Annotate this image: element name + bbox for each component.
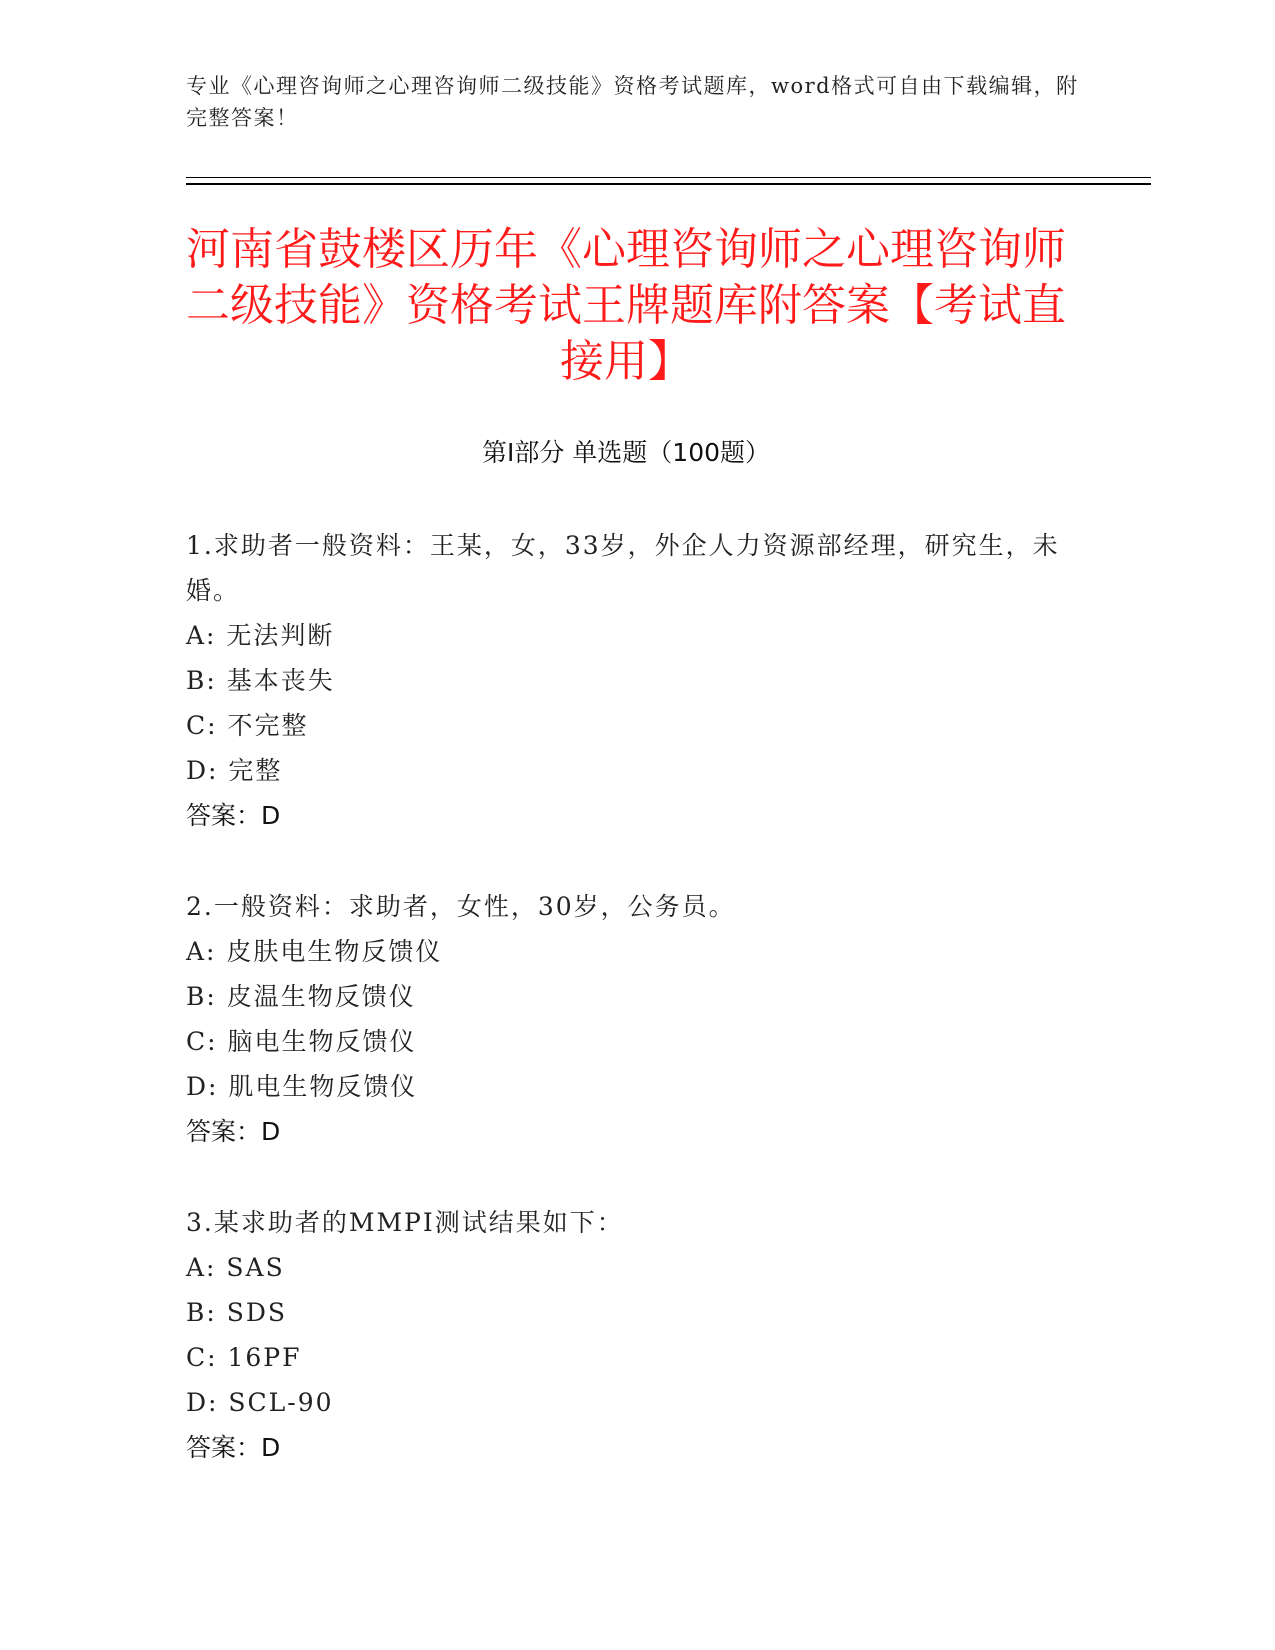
question-stem: 1.求助者一般资料：王某，女，33岁，外企人力资源部经理，研究生，未婚。 xyxy=(186,531,1060,605)
option-d: D: 完整 xyxy=(186,756,283,785)
option-b: B: 基本丧失 xyxy=(186,666,335,695)
question-block xyxy=(186,1200,1086,1470)
option-c: C: 不完整 xyxy=(186,711,309,740)
option-d: D: SCL-90 xyxy=(186,1388,334,1417)
option-a: A: SAS xyxy=(186,1253,285,1282)
answer-line: 答案：D xyxy=(186,1117,281,1146)
answer-line: 答案：D xyxy=(186,801,281,830)
option-b: B: 皮温生物反馈仪 xyxy=(186,982,416,1011)
header-divider-thin xyxy=(186,177,1151,178)
answer-line: 答案：D xyxy=(186,1433,281,1462)
option-c: C: 16PF xyxy=(186,1343,302,1372)
option-b: B: SDS xyxy=(186,1298,288,1327)
header-note: 专业《心理咨询师之心理咨询师二级技能》资格考试题库，word格式可自由下载编辑，附完整答案！ xyxy=(186,74,1079,130)
question-stem: 3.某求助者的MMPI测试结果如下： xyxy=(186,1208,624,1237)
option-a: A: 皮肤电生物反馈仪 xyxy=(186,937,443,966)
option-a: A: 无法判断 xyxy=(186,621,335,650)
question-block xyxy=(186,884,1086,1154)
question-block xyxy=(186,523,1086,838)
option-d: D: 肌电生物反馈仪 xyxy=(186,1072,418,1101)
question-stem: 2.一般资料：求助者，女性，30岁，公务员。 xyxy=(186,892,736,921)
option-c: C: 脑电生物反馈仪 xyxy=(186,1027,417,1056)
header-divider-thick xyxy=(186,183,1151,185)
section-title: 第Ⅰ部分 单选题（100题） xyxy=(481,438,771,467)
document-title: 河南省鼓楼区历年《心理咨询师之心理咨询师二级技能》资格考试王牌题库附答案【考试直接用】 xyxy=(186,224,1066,387)
